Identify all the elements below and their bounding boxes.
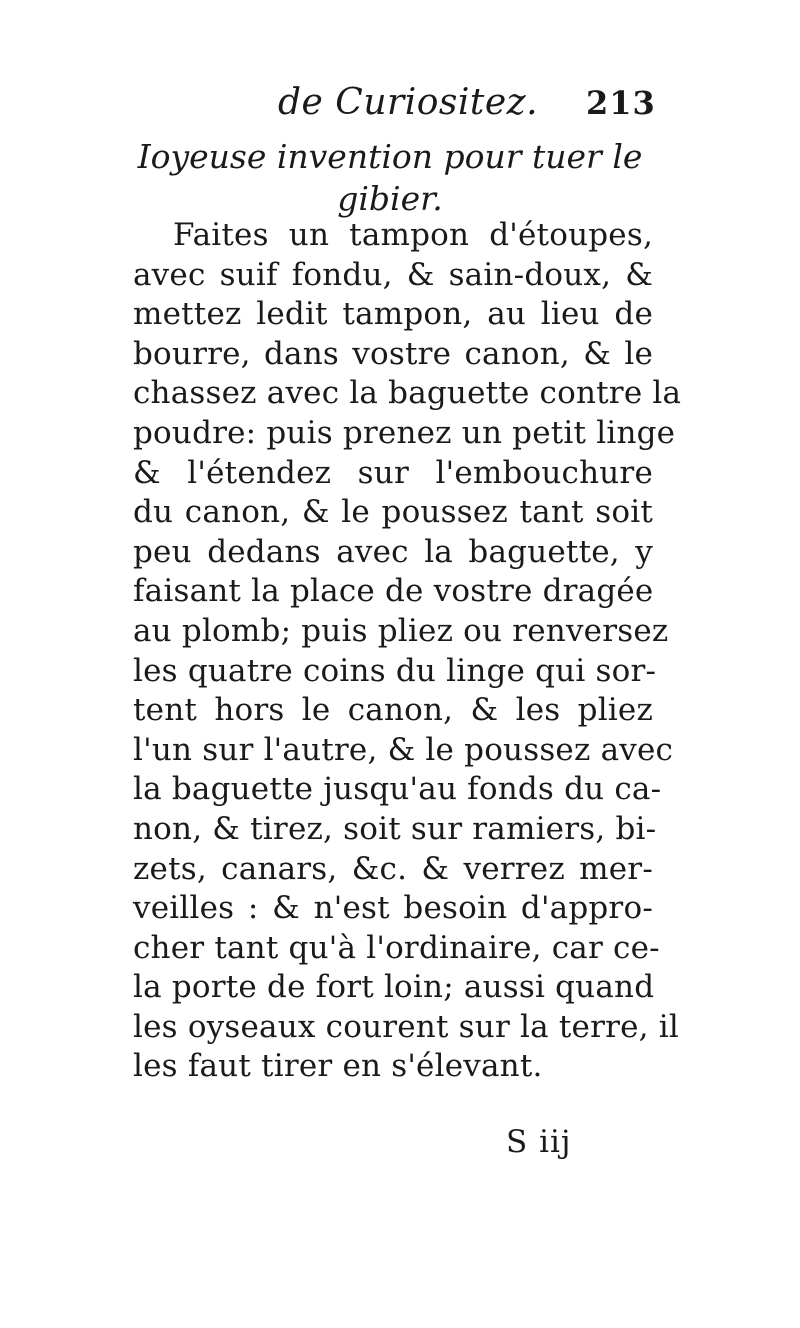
text-line: la baguette jusqu'au fonds du ca-	[133, 771, 662, 808]
heading-line-2: gibier.	[337, 179, 443, 218]
text-line: l'un sur l'autre, & le poussez avec	[133, 731, 674, 768]
text-line: les oyseaux courent sur la terre, il	[133, 1008, 679, 1045]
text-line: les faut tirer en s'élevant.	[133, 1048, 543, 1085]
text-line: la porte de fort loin; aussi quand	[133, 969, 655, 1006]
text-line: veilles : & n'est besoin d'appro-	[133, 890, 653, 927]
running-head-title: de Curiositez.	[278, 82, 539, 123]
signature-mark: S iij	[506, 1124, 572, 1160]
section-heading	[130, 136, 650, 220]
text-line: tent hors le canon, & les pliez	[133, 692, 653, 729]
text-line: Faites un tampon d'étoupes,	[173, 217, 653, 253]
text-line: peu dedans avec la baguette, y	[133, 533, 653, 570]
text-line: poudre: puis prenez un petit linge	[133, 414, 676, 451]
text-line: faisant la place de vostre dragée	[133, 573, 654, 610]
text-line: & l'étendez sur l'embouchure	[133, 454, 653, 491]
heading-line-1: Ioyeuse invention pour tuer le	[137, 137, 643, 176]
text-line: cher tant qu'à l'ordinaire, car ce-	[133, 929, 660, 966]
text-line: mettez ledit tampon, au lieu de	[133, 296, 653, 333]
page-number: 213	[586, 84, 656, 122]
text-line: non, & tirez, soit sur ramiers, bi-	[133, 810, 657, 847]
text-line: zets, canars, &c. & verrez mer-	[133, 850, 653, 887]
text-line: au plomb; puis pliez ou renversez	[133, 612, 669, 649]
text-line: du canon, & le poussez tant soit	[133, 494, 653, 531]
body-paragraph	[133, 216, 682, 1087]
text-line: chassez avec la baguette contre la	[133, 375, 682, 412]
text-line: les quatre coins du linge qui sor-	[133, 652, 657, 689]
text-line: bourre, dans vostre canon, & le	[133, 335, 653, 372]
running-head	[0, 82, 800, 132]
text-line: avec suif fondu, & sain-doux, &	[133, 256, 653, 293]
